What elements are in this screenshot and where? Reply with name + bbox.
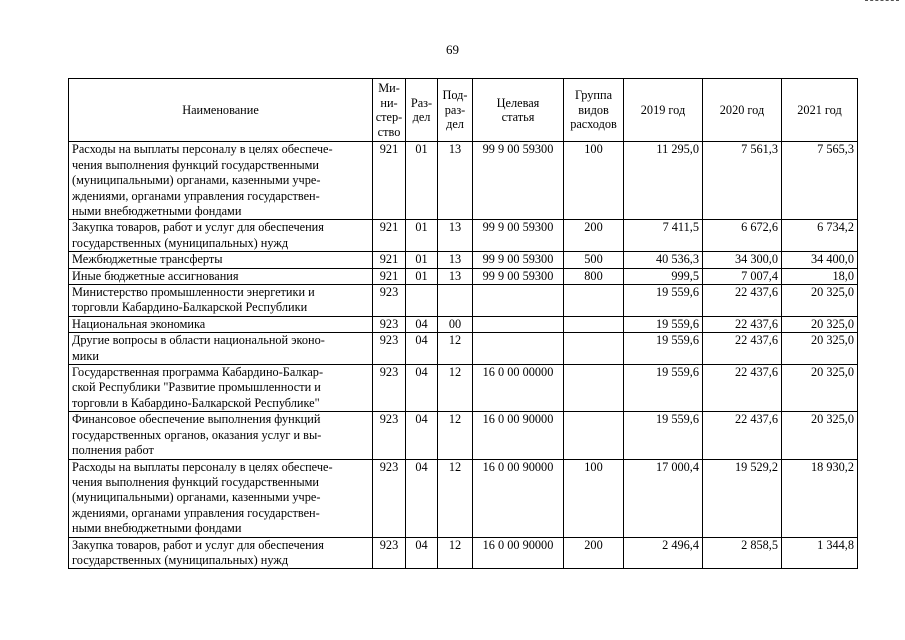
page-number: 69 [446,42,459,57]
cell-name: Закупка товаров, работ и услуг для обеспечения государственных (муниципальных) нужд [69,220,373,252]
cell-section: 04 [406,333,438,365]
cell-name: Министерство промышленности энергетики и торговли Кабардино-Балкарской Республики [69,285,373,317]
cell-section: 01 [406,268,438,284]
cell-2020: 22 437,6 [703,365,782,412]
cell-name: Финансовое обеспечение выполнения функций государственных органов, оказания услуг и вы- полнения работ [69,412,373,459]
cell-2021: 7 565,3 [782,142,858,220]
cell-section: 04 [406,412,438,459]
cell-2021: 20 325,0 [782,365,858,412]
cell-section: 01 [406,142,438,220]
table-row [69,459,858,537]
cell-2020: 6 672,6 [703,220,782,252]
cell-subsection: 12 [438,537,473,569]
cell-subsection: 12 [438,333,473,365]
cell-expense-group [564,333,624,365]
cell-expense-group [564,412,624,459]
cell-section: 04 [406,316,438,332]
cell-expense-group: 200 [564,220,624,252]
cell-2019: 19 559,6 [624,285,703,317]
cell-2020: 7 007,4 [703,268,782,284]
cell-2019: 999,5 [624,268,703,284]
cell-2021: 20 325,0 [782,333,858,365]
cell-subsection: 13 [438,268,473,284]
cell-2021: 18,0 [782,268,858,284]
table-row [69,142,858,220]
cell-expense-group: 500 [564,252,624,268]
header-target-item: Целевая статья [473,79,564,142]
cell-target-item: 99 9 00 59300 [473,220,564,252]
cell-2020: 22 437,6 [703,316,782,332]
cell-subsection [438,285,473,317]
cell-2019: 40 536,3 [624,252,703,268]
cell-2019: 19 559,6 [624,412,703,459]
cell-2019: 19 559,6 [624,333,703,365]
cell-target-item: 99 9 00 59300 [473,268,564,284]
cell-target-item: 16 0 00 90000 [473,412,564,459]
cell-expense-group: 100 [564,142,624,220]
header-2020: 2020 год [703,79,782,142]
cell-section: 01 [406,252,438,268]
table-row [69,220,858,252]
table-body [69,142,858,569]
table-row [69,365,858,412]
cell-ministry: 923 [373,285,406,317]
header-2019: 2019 год [624,79,703,142]
cell-2020: 2 858,5 [703,537,782,569]
cell-target-item: 16 0 00 90000 [473,537,564,569]
cell-expense-group [564,316,624,332]
cell-expense-group: 200 [564,537,624,569]
header-section: Раз- дел [406,79,438,142]
table-row [69,316,858,332]
cell-expense-group [564,285,624,317]
cell-name: Межбюджетные трансферты [69,252,373,268]
cell-ministry: 921 [373,142,406,220]
cell-section: 04 [406,537,438,569]
cell-name: Расходы на выплаты персоналу в целях обеспече- чения выполнения функций государственными (муниципальными) органами, казенными учре- ждениями, органами управления государствен- ными внебюджетными фондами [69,459,373,537]
cell-target-item: 99 9 00 59300 [473,252,564,268]
cell-subsection: 13 [438,220,473,252]
header-2021: 2021 год [782,79,858,142]
cell-subsection: 12 [438,459,473,537]
cell-2019: 2 496,4 [624,537,703,569]
cell-subsection: 13 [438,252,473,268]
cell-target-item [473,333,564,365]
cell-name: Закупка товаров, работ и услуг для обеспечения государственных (муниципальных) нужд [69,537,373,569]
cell-2021: 20 325,0 [782,412,858,459]
cell-2021: 20 325,0 [782,285,858,317]
cell-ministry: 923 [373,459,406,537]
budget-table [68,78,858,569]
cell-2019: 11 295,0 [624,142,703,220]
cell-ministry: 921 [373,252,406,268]
cell-section: 04 [406,365,438,412]
header-ministry: Ми- ни- стер- ство [373,79,406,142]
header-expense-group: Группа видов расходов [564,79,624,142]
cell-name: Национальная экономика [69,316,373,332]
cell-section: 01 [406,220,438,252]
cell-2019: 7 411,5 [624,220,703,252]
table-row [69,268,858,284]
table-header-row [69,79,858,142]
cell-ministry: 923 [373,333,406,365]
cell-target-item: 16 0 00 90000 [473,459,564,537]
cell-2021: 20 325,0 [782,316,858,332]
table-row [69,252,858,268]
cell-ministry: 923 [373,412,406,459]
cell-subsection: 13 [438,142,473,220]
cell-target-item: 99 9 00 59300 [473,142,564,220]
cell-target-item [473,285,564,317]
cell-2021: 1 344,8 [782,537,858,569]
cell-section [406,285,438,317]
cell-name: Иные бюджетные ассигнования [69,268,373,284]
table-row [69,412,858,459]
cell-ministry: 923 [373,316,406,332]
cell-2019: 19 559,6 [624,365,703,412]
header-subsection: Под- раз- дел [438,79,473,142]
cell-expense-group [564,365,624,412]
cell-2019: 17 000,4 [624,459,703,537]
header-name: Наименование [69,79,373,142]
cell-ministry: 923 [373,365,406,412]
table-row [69,333,858,365]
cell-2020: 22 437,6 [703,285,782,317]
cell-2021: 18 930,2 [782,459,858,537]
cell-name: Другие вопросы в области национальной эконо- мики [69,333,373,365]
cell-2019: 19 559,6 [624,316,703,332]
cell-target-item: 16 0 00 00000 [473,365,564,412]
cell-expense-group: 100 [564,459,624,537]
cell-2020: 7 561,3 [703,142,782,220]
cell-2020: 22 437,6 [703,333,782,365]
cell-ministry: 923 [373,537,406,569]
cell-name: Государственная программа Кабардино-Балкар- ской Республики "Развитие промышленности и торговли в Кабардино-Балкарской Республике" [69,365,373,412]
cell-2021: 34 400,0 [782,252,858,268]
cell-ministry: 921 [373,268,406,284]
table-row [69,537,858,569]
cell-ministry: 921 [373,220,406,252]
cell-2020: 34 300,0 [703,252,782,268]
cell-target-item [473,316,564,332]
cell-2021: 6 734,2 [782,220,858,252]
cell-subsection: 00 [438,316,473,332]
cell-expense-group: 800 [564,268,624,284]
page-edge-mark [865,0,899,3]
cell-subsection: 12 [438,365,473,412]
cell-2020: 22 437,6 [703,412,782,459]
cell-subsection: 12 [438,412,473,459]
cell-2020: 19 529,2 [703,459,782,537]
table-row [69,285,858,317]
cell-section: 04 [406,459,438,537]
cell-name: Расходы на выплаты персоналу в целях обеспече- чения выполнения функций государственными (муниципальными) органами, казенными учре- ждениями, органами управления государствен- ными внебюджетными фондами [69,142,373,220]
